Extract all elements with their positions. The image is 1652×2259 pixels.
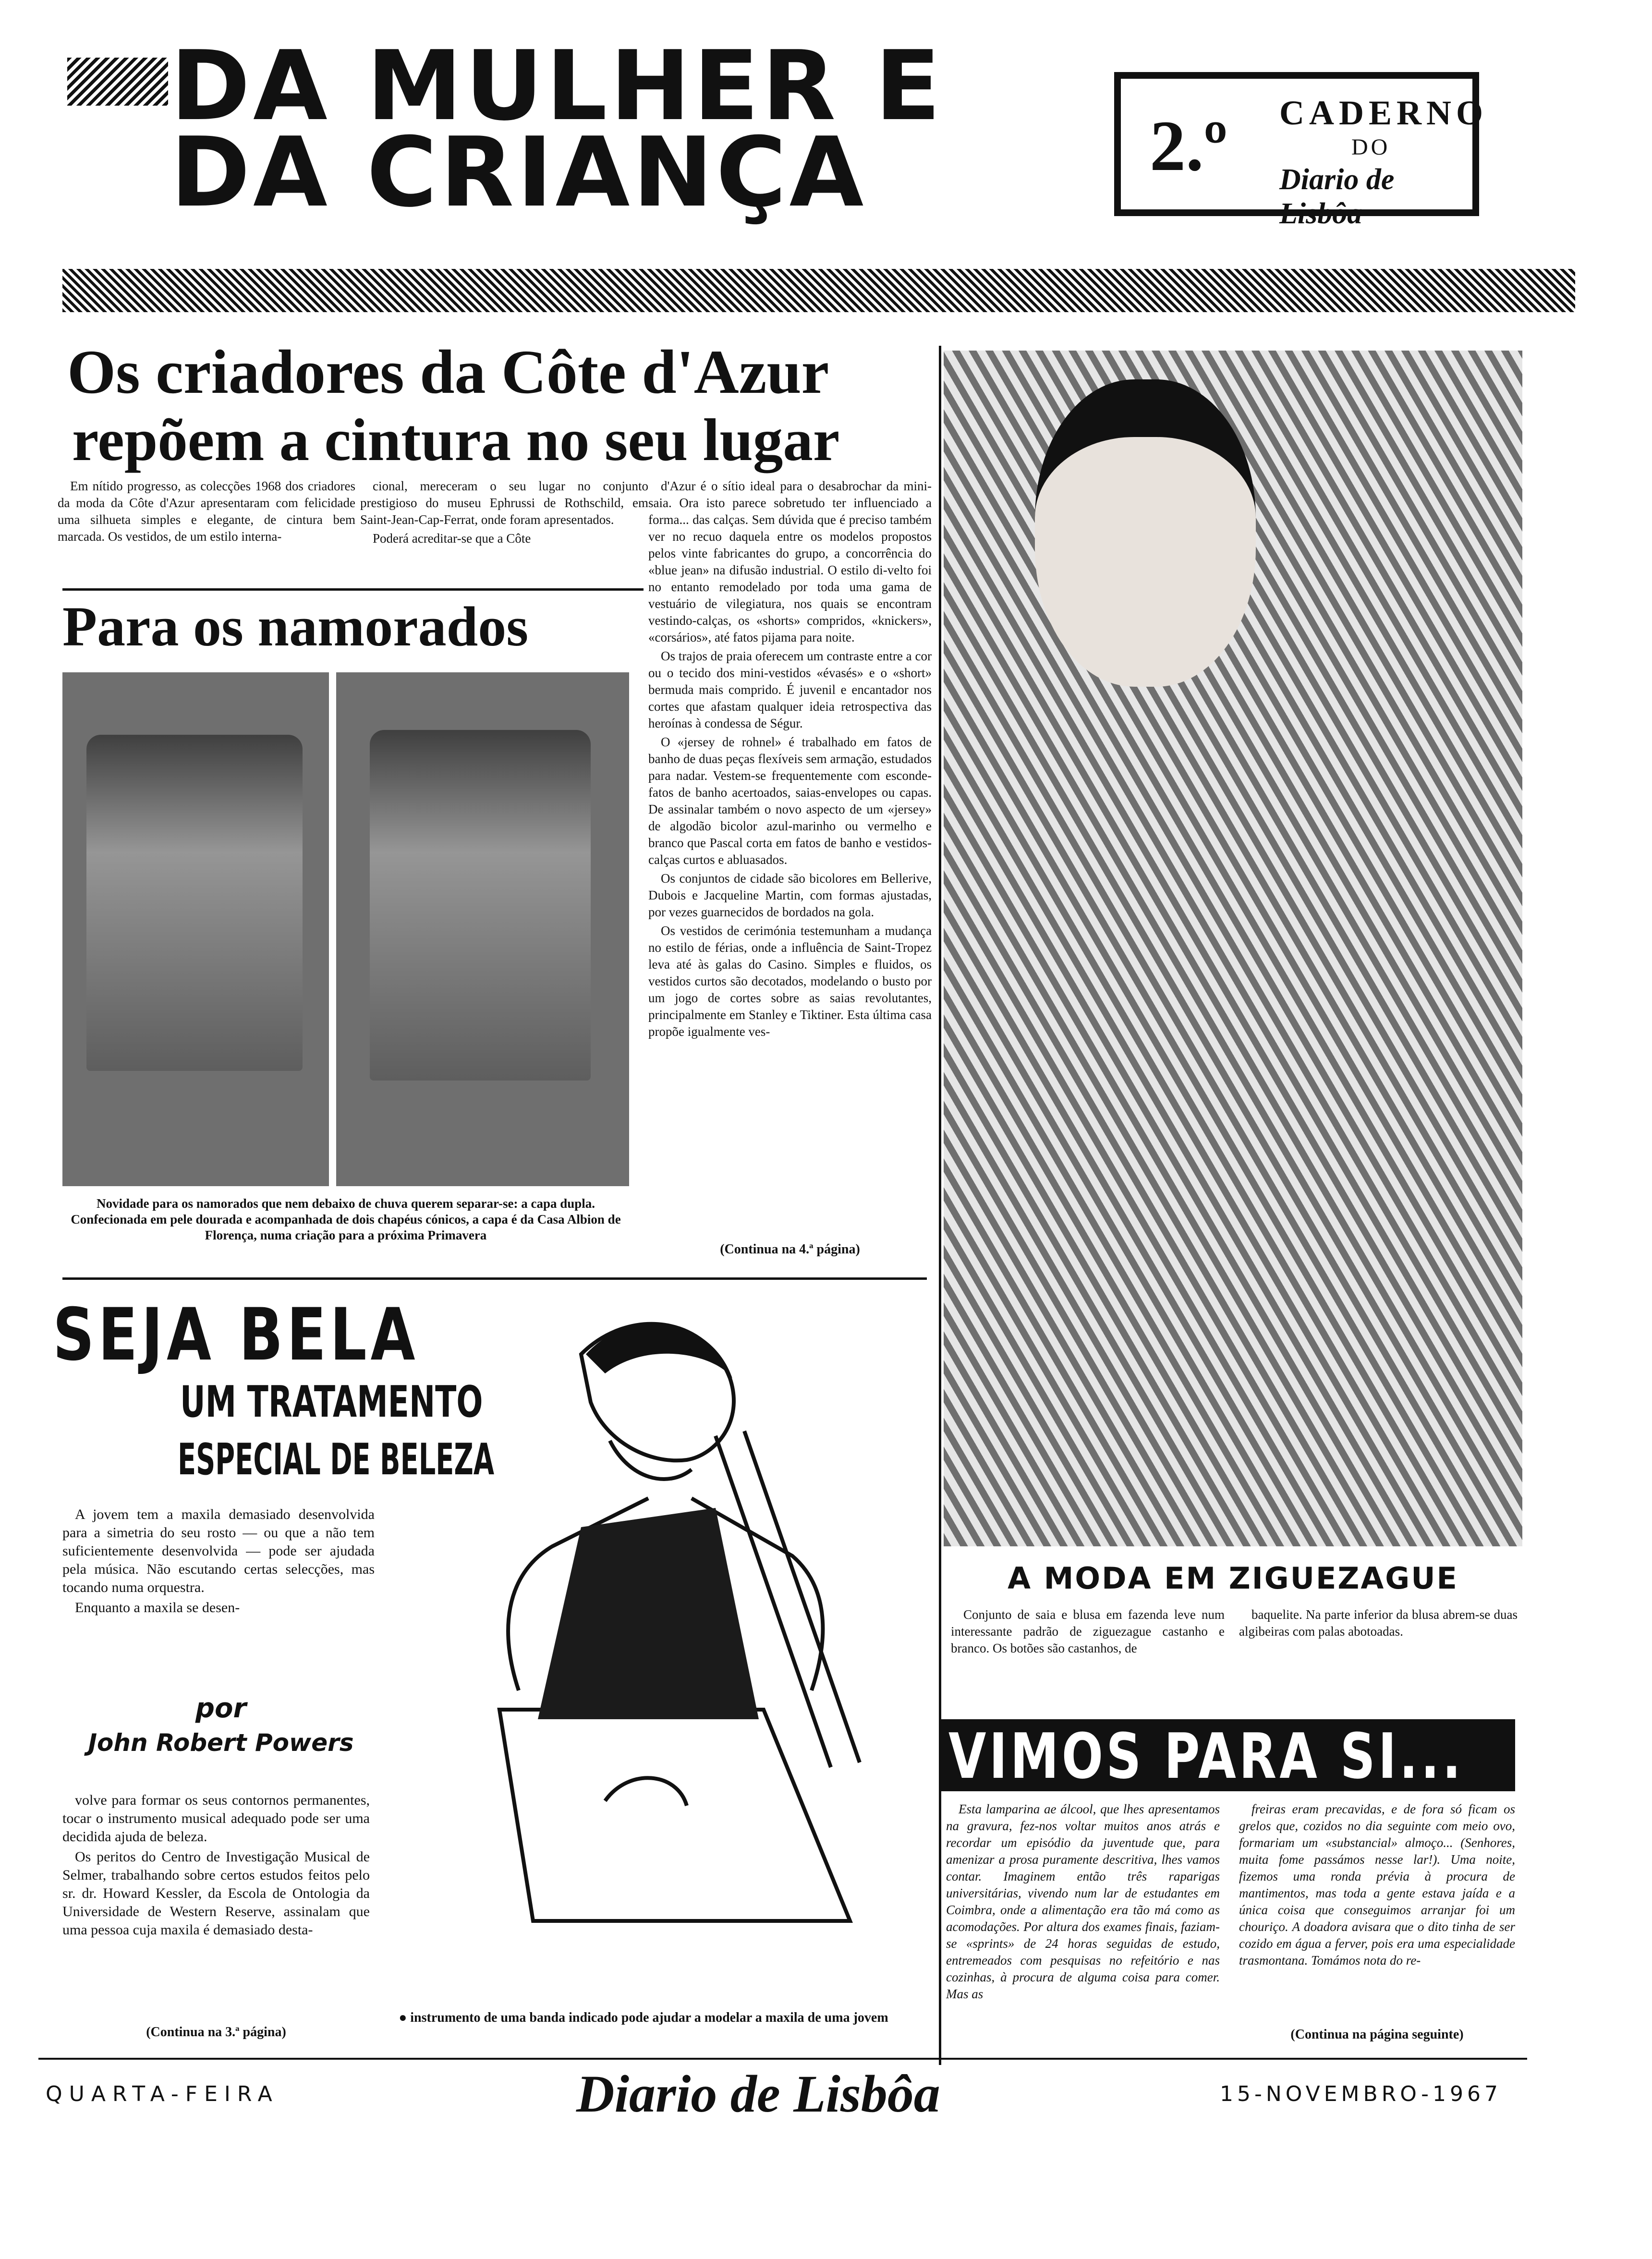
seja-bela-continua: (Continua na 3.ª página) [146, 2025, 286, 2040]
vimos-headline: VIMOS PARA SI... [948, 1720, 1464, 1793]
footer-day: QUARTA-FEIRA [46, 2082, 279, 2106]
namorados-caption: Novidade para os namorados que nem debaixo de chuva querem separar-se: a capa dupla. Confecionada em pele dourada e acompanhada de dois chapéus cónicos, a capa é da Casa Albion de Florença, numa criação para a próxima Primavera [71, 1196, 621, 1242]
moda-title: A MODA EM ZIGUEZAGUE [1008, 1561, 1458, 1596]
vimos-continua: (Continua na página seguinte) [1290, 2027, 1464, 2042]
seja-bela-by: por [195, 1693, 247, 1724]
section-divider [62, 1277, 927, 1280]
masthead-ornament [67, 58, 168, 106]
seja-bela-author: John Robert Powers [88, 1729, 354, 1757]
moda-caption-right [1239, 1606, 1518, 1642]
seja-bela-headline: SEJA BELA [53, 1293, 419, 1377]
cote-divider [62, 588, 644, 591]
namorados-photo-right [336, 672, 629, 1186]
vimos-col1 [946, 1801, 1220, 2004]
vimos-col2-text: freiras eram precavidas, e de fora só ficam os grelos que, cozidos no dia seguinte com meio ovo, formariam um «substancial» almoço... (Senhores, muita fome passámos nesse lar!). Uma noite, fizemos uma ronda prévia à procura de mantimentos, mas toda a gente estava jaída e a única coisa que conseguimos arranjar foi um chouriço. A doadora avisara que o dito tinha de ser cozido em água a ferver, pois era uma especialidade trasmontana. Tomámos nota do re- [1239, 1802, 1515, 1968]
pinafore [538, 1508, 759, 1719]
illustration-caption [365, 2010, 922, 2026]
cote-col1-text: Em nítido progresso, as colecções 1968 dos criadores da moda da Côte d'Azur apresentaram com felicidade uma silhueta simples e elegante, de cintura bem marcada. Os vestidos, de um estilo interna- [58, 479, 355, 544]
seja-bela-p1: A jovem tem a maxila demasiado desenvolvida para a simetria do seu rosto — ou que a não tem suficientemente desenvolvida — pode ser ajudada pela música. Não escutando certas selecções, mas tocando numa orquestra. [62, 1506, 375, 1595]
seja-bela-p3: volve para formar os seus contornos permanentes, tocar o instrumento musical adequado pode ser uma decidida ajuda de beleza. [62, 1792, 370, 1845]
cote-col3-p1: d'Azur é o sítio ideal para o desabrochar da mini-saia. Ora isto parece sobretudo ter influenciado a forma... das calças. Sem dúvida que é preciso também ver no recuo daquela entre os modelos propostos pelos vinte fabricantes do grupo, a concorrência do «blue jean» na difusão industrial. O estilo di-velto foi no entanto remodelado por toda uma gama de vestuário de vilegiatura, nos quais se encontram vestindo-calças, os «shorts» compridos, «knickers», «corsários», até fatos pijama para noite. [648, 479, 932, 644]
moda-caption-left-text: Conjunto de saia e blusa em fazenda leve num interessante padrão de ziguezague castanho e branco. Os botões são castanhos, de [951, 1607, 1225, 1655]
seja-bela-sub2: ESPECIAL DE BELEZA [178, 1434, 495, 1485]
cote-continua: (Continua na 4.ª página) [720, 1242, 860, 1257]
music-illustration [379, 1297, 917, 1998]
masthead-title-line1: DA MULHER E [170, 30, 944, 142]
footer-date: 15-NOVEMBRO-1967 [1220, 2082, 1502, 2106]
badge-paper-name: Diario de Lisbôa [1279, 163, 1395, 230]
cote-col2 [360, 478, 648, 549]
girl-with-instrument-drawing [379, 1297, 917, 1998]
model-head [1035, 379, 1256, 687]
caption-bullet-icon: ● [399, 2010, 411, 2025]
moda-photo [944, 351, 1522, 1546]
seja-bela-p2: Enquanto a maxila se desen- [75, 1600, 240, 1615]
seja-bela-col-top [62, 1506, 375, 1619]
cote-col1 [58, 478, 355, 547]
cote-col3-p3: O «jersey de rohnel» é trabalhado em fatos de banho de duas peças flexíveis sem armação, estudados para nadar. Vestem-se frequentemente com esconde-fatos de banho acertoados, saias-envelopes ou capas. De assinalar também o novo aspecto de um «jersey» de algodão bicolor azul-marinho ou vermelho e branco que Pascal corta em fatos de banho e vestidos-calças curtos e abluasados. [648, 735, 932, 867]
cape-shape [370, 730, 591, 1081]
moda-caption-left [951, 1606, 1225, 1659]
cote-col2-text-b: Poderá acreditar-se que a Côte [373, 531, 531, 546]
masthead-border-band [62, 269, 1575, 312]
vimos-col2 [1239, 1801, 1515, 1971]
cote-col3-p2: Os trajos de praia oferecem um contraste entre a cor ou o tecido dos mini-vestidos «évasés» e o «short» bermuda mais comprido. É juvenil e encantador nos cortes que afastam qualquer ideia retrospectiva das heroínas à condessa de Ségur. [648, 649, 932, 730]
badge-label: CADERNO [1279, 94, 1488, 132]
cote-col3-p4: Os conjuntos de cidade são bicolores em Bellerive, Dubois e Jacqueline Martin, com formas ajustadas, por vezes guarnecidos de bordados na gola. [648, 871, 932, 919]
badge-do: DO [1351, 134, 1391, 160]
cape-shape [86, 735, 303, 1071]
vimos-headline-box [939, 1719, 1515, 1791]
namorados-headline: Para os namorados [62, 595, 529, 658]
namorados-photo-left [62, 672, 329, 1186]
cote-headline-line1: Os criadores da Côte d'Azur [67, 338, 829, 407]
illustration-caption-text: instrumento de uma banda indicado pode ajudar a modelar a maxila de uma jovem [410, 2010, 888, 2025]
seja-bela-col-bottom [62, 1791, 370, 1941]
cote-headline-line2: repõem a cintura no seu lugar [72, 407, 840, 474]
caderno-badge [1114, 72, 1488, 230]
footer-rule [38, 2058, 1527, 2060]
column-rule [939, 346, 941, 2065]
masthead-title-line2: DA CRIANÇA [170, 117, 867, 229]
hair [586, 1324, 732, 1378]
footer-paper-name: Diario de Lisbôa [576, 2065, 940, 2123]
badge-number: 2.º [1150, 106, 1228, 186]
seja-bela-p4: Os peritos do Centro de Investigação Musical de Selmer, trabalhando sobre certos estudos feitos pelo sr. dr. Howard Kessler, da Escola de Ontologia da Universidade de Western Reserve, assinalam que uma pessoa cuja maxila é demasiado desta- [62, 1849, 370, 1938]
vimos-col1-text: Esta lamparina ae álcool, que lhes apresentamos na gravura, fez-nos voltar muitos anos atrás e recordar um episódio da juventude que, para amenizar a prosa puramente descritiva, lhes vamos contar. Imaginem então três raparigas universitárias, vivendo num lar de estudantes em Coimbra, onde a alimentação era tão má como as acomodações. Por altura dos exames finais, faziam-se «sprints» de 24 horas seguidas de estudo, entremeados com pesquisas no refeitório e nas cozinhas, à procura de alguma coisa para comer. Mas as [946, 1802, 1220, 2001]
moda-caption-right-text: baquelite. Na parte inferior da blusa abrem-se duas algibeiras com palas abotoadas. [1239, 1607, 1518, 1639]
cote-col2-text-a: cional, mereceram o seu lugar no conjunto prestigioso do museu Ephrussi de Rothschild, em Saint-Jean-Cap-Ferrat, onde foram apresentados. [360, 479, 648, 527]
cote-col3-p5: Os vestidos de cerimónia testemunham a mudança no estilo de férias, onde a influência de Saint-Tropez leva até às galas do Casino. Simples e fluidos, os vestidos curtos são decotados, modelando o busto por um jogo de cortes sobre as saias revolutantes, principalmente em Stanley e Tiktiner. Esta última casa propõe igualmente ves- [648, 923, 932, 1039]
seja-bela-sub1: UM TRATAMENTO [180, 1377, 483, 1427]
cote-col3 [648, 478, 932, 1042]
